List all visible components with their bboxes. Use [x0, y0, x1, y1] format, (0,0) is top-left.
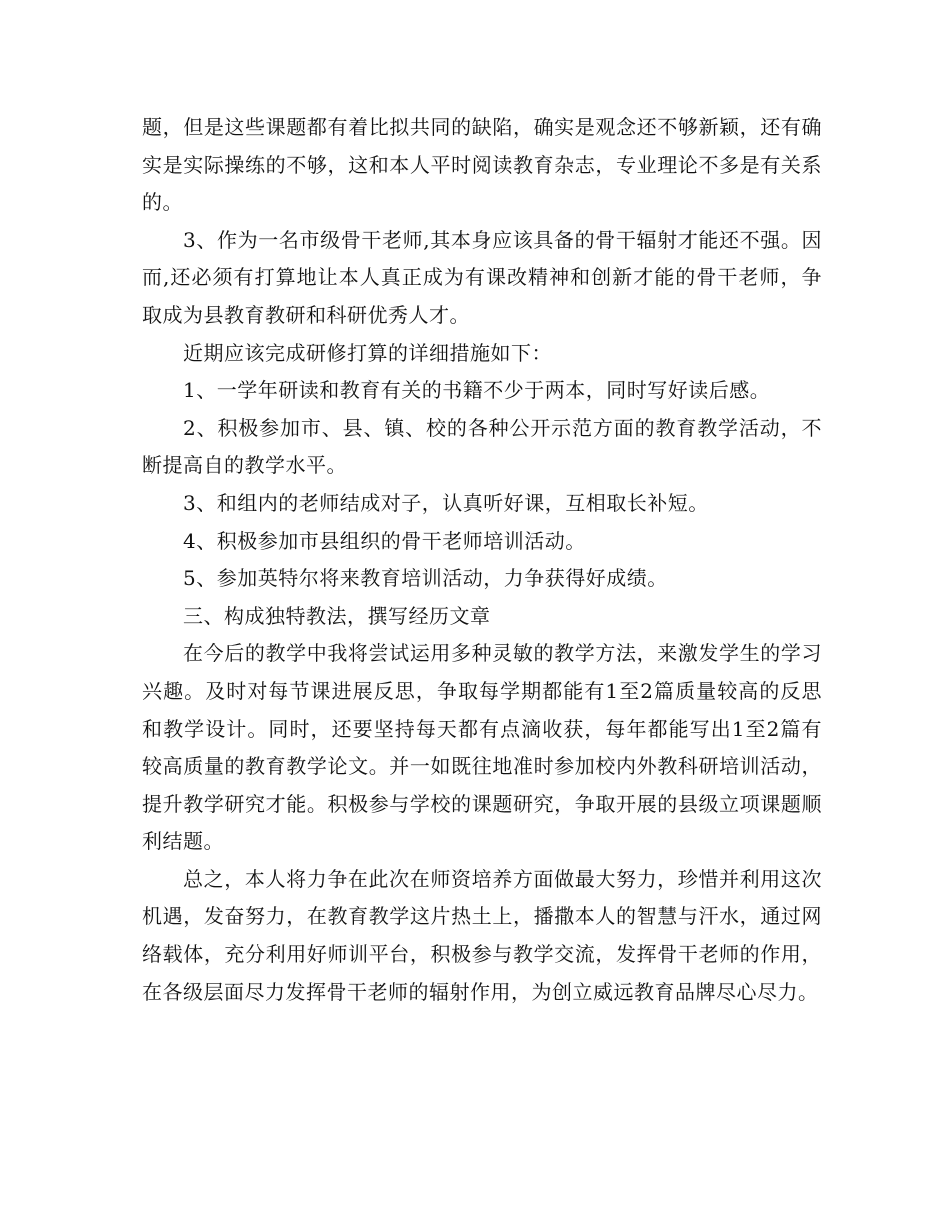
- paragraph-teaching-methods: 在今后的教学中我将尝试运用多种灵敏的教学方法，来激发学生的学习兴趣。及时对每节课进展反思，争取每学期都能有1至2篇质量较高的反思和教学设计。同时，还要坚持每天都有点滴收获，每年都能写出1至2篇有较高质量的教育教学论文。并一如既往地准时参加校内外教科研培训活动，提升教学研究才能。积极参与学校的课题研究，争取开展的县级立项课题顺利结题。: [142, 641, 822, 854]
- paragraph-measure-5: 5、参加英特尔将来教育培训活动，力争获得好成绩。: [183, 566, 668, 591]
- paragraph-measure-3: 3、和组内的老师结成对子，认真听好课，互相取长补短。: [183, 490, 709, 515]
- paragraph-measure-4: 4、积极参加市县组织的骨干老师培训活动。: [183, 528, 586, 553]
- paragraph-conclusion: 总之，本人将力争在此次在师资培养方面做最大努力，珍惜并利用这次机遇，发奋努力，在教育教学这片热土上，播撒本人的智慧与汗水，通过网络载体，充分利用好师训平台，积极参与教学交流，发挥骨干老师的作用，在各级层面尽力发挥骨干老师的辐射作用，为创立威远教育品牌尽心尽力。: [142, 866, 822, 1004]
- section-heading-3: 三、构成独特教法，撰写经历文章: [183, 603, 491, 628]
- document-body: [142, 109, 822, 1011]
- paragraph-measure-1: 1、一学年研读和教育有关的书籍不少于两本，同时写好读后感。: [183, 378, 771, 403]
- paragraph-measure-2: 2、积极参加市、县、镇、校的各种公开示范方面的教育教学活动，不断提高自的教学水平。: [142, 415, 822, 478]
- paragraph-item-3-radiation: 3、作为一名市级骨干老师,其本身应该具备的骨干辐射才能还不强。因而,还必须有打算地让本人真正成为有课改精神和创新才能的骨干老师，争取成为县教育教研和科研优秀人才。: [142, 227, 822, 327]
- paragraph-continuation: 题，但是这些课题都有着比拟共同的缺陷，确实是观念还不够新颖，还有确实是实际操练的不够，这和本人平时阅读教育杂志，专业理论不多是有关系的。: [142, 115, 822, 215]
- paragraph-measures-intro: 近期应该完成研修打算的详细措施如下：: [183, 340, 552, 365]
